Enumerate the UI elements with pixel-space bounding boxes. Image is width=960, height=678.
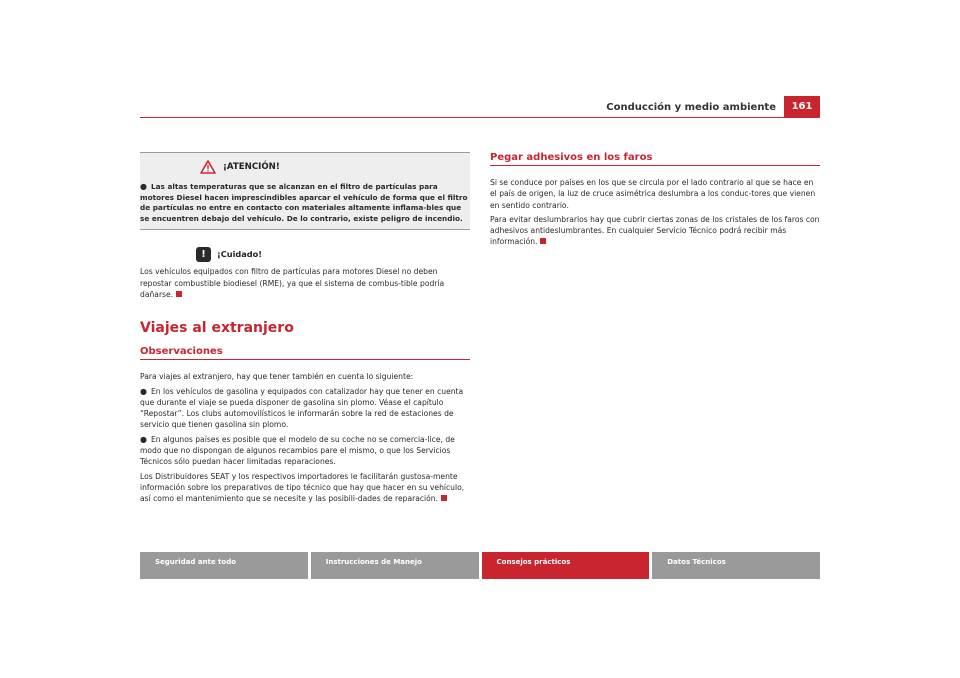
footer-tab-datos[interactable]: Datos Técnicos — [652, 552, 820, 579]
warning-triangle-icon — [200, 160, 216, 174]
left-column — [140, 152, 470, 505]
footer-tab-consejos[interactable]: Consejos prácticos — [482, 552, 650, 579]
footer-tab-instrucciones[interactable]: Instrucciones de Manejo — [311, 552, 479, 579]
end-of-section-icon — [441, 495, 447, 501]
warning-header — [140, 157, 470, 177]
page-header — [140, 96, 820, 118]
subsection-title-faros: Pegar adhesivos en los faros — [490, 152, 820, 166]
bullet-icon: ● — [140, 182, 147, 191]
right-column — [490, 152, 820, 248]
subsection-title: Observaciones — [140, 346, 470, 360]
list-item: ● En algunos países es posible que el modelo de su coche no se comercia-lice, de modo que no dispongan de algunos recambios pare el mismo, o que los Servicios Técnicos sólo puedan hacer limitadas reparaciones. — [140, 434, 455, 467]
paragraph: Para evitar deslumbrarlos hay que cubrir ciertas zonas de los cristales de los faros con adhesivos antideslumbrantes. En cualquier Servicio Técnico podrá recibir más información. — [490, 214, 820, 247]
bullet-icon: ● — [140, 434, 147, 444]
section-title: Viajes al extranjero — [140, 320, 294, 337]
bullet-icon: ● — [140, 386, 147, 396]
caution-text: Los vehículos equipados con filtro de partículas para motores Diesel no deben repostar combustible biodiesel (RME), ya que el sistema de combus-tible podría dañarse. — [140, 267, 445, 299]
caution-title: ¡Cuidado! — [217, 249, 262, 260]
caution-header — [140, 244, 470, 264]
warning-title: ¡ATENCIÓN! — [223, 162, 280, 172]
footer-tab-seguridad[interactable]: Seguridad ante todo — [140, 552, 308, 579]
exclamation-icon: ! — [196, 247, 211, 262]
intro-paragraph: Para viajes al extranjero, hay que tener también en cuenta lo siguiente: — [140, 372, 414, 382]
page-number: 161 — [784, 96, 820, 117]
closing-paragraph: Los Distribuidores SEAT y los respectivos importadores le facilitarán gustosa-mente información sobre los preparativos de tipo técnico que hay que hacer en su vehículo, así como el mantenimiento que se necesite y las posibili-dades de reparación. — [140, 471, 465, 504]
chapter-title: Conducción y medio ambiente — [606, 102, 776, 113]
warning-text: ● Las altas temperaturas que se alcanzan en el filtro de partículas para motores Diesel hacen imprescindibles aparcar el vehículo de forma que el filtro de partículas no entre en contacto con materiales altamente inflama-bles que se encuentren debajo del vehículo. De lo contrario, existe peligro de incendio. — [140, 182, 468, 223]
end-of-section-icon — [540, 238, 546, 244]
warning-box — [140, 152, 470, 230]
list-item: ● En los vehículos de gasolina y equipados con catalizador hay que tener en cuenta que durante el viaje se pueda disponer de gasolina sin plomo. Véase el capítulo “Repostar”. Los clubs automovilísticos le informarán sobre la red de estaciones de servicio que tienen gasolina sin plomo. — [140, 386, 464, 430]
paragraph: Si se conduce por países en los que se circula por el lado contrario al que se hace en el país de origen, la luz de cruce asimétrica deslumbra a los conduc-tores que vienen en sentido contrario. — [490, 178, 816, 210]
end-of-section-icon — [176, 291, 182, 297]
footer-nav — [140, 552, 820, 579]
